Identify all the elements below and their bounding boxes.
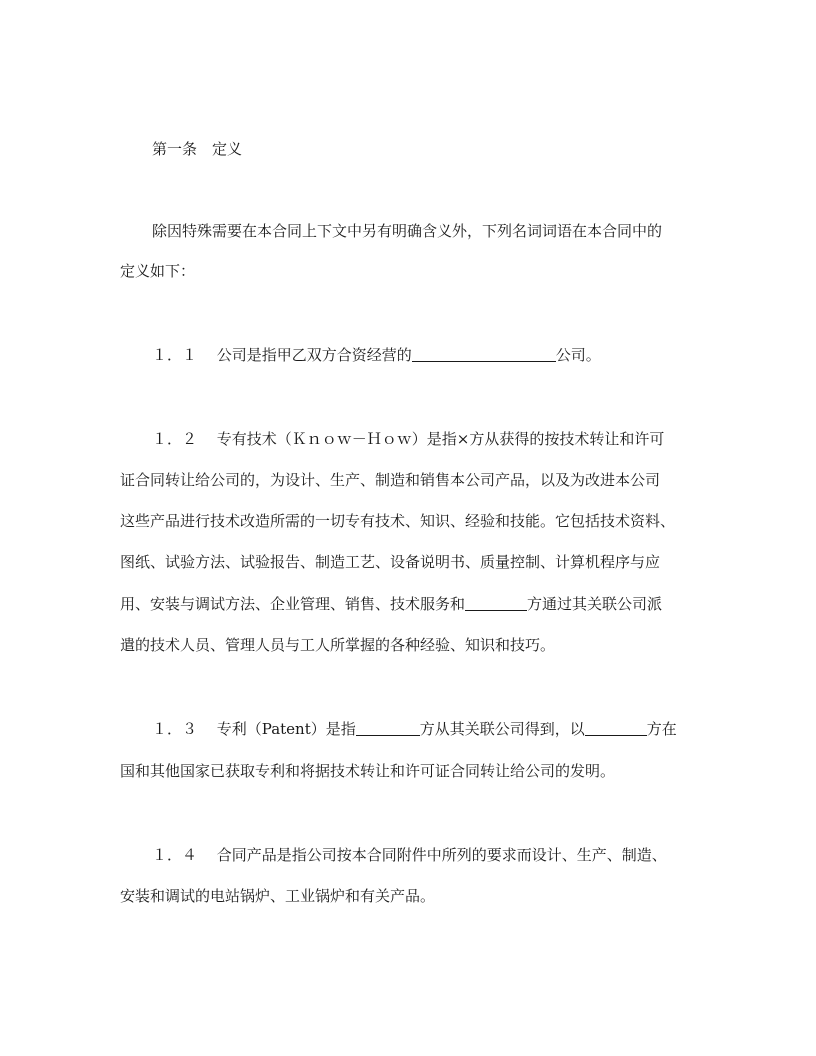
clause-1-2-line-5-text: 用、安装与调试方法、企业管理、销售、技术服务和 [120,595,466,613]
clause-1-3-text-b: 方从其关联公司得到，以 [419,720,585,738]
clause-1-2-line-3: 这些产品进行技术改造所需的一切专有技术、知识、经验和技能。它包括技术资料、 [120,512,676,530]
party-blank [465,596,527,611]
clause-1-1 [152,346,700,364]
clause-1-4-line-2: 安装和调试的电站锅炉、工业锅炉和有关产品。 [120,887,436,905]
clause-1-1-suffix: 公司。 [555,346,601,364]
clause-1-2-line-4: 图纸、试验方法、试验报告、制造工艺、设备说明书、质量控制、计算机程序与应 [120,553,661,571]
clause-1-2-line-6: 遣的技术人员、管理人员与工人所掌握的各种经验、知识和技巧。 [120,636,556,654]
intro-line-2: 定义如下： [120,262,196,280]
clause-1-2-line-5 [120,595,700,613]
clause-1-2-line-5-suffix: 方通过其关联公司派 [527,595,663,613]
party-blank-1 [356,721,420,736]
clause-1-1-text: １．１ 公司是指甲乙双方合资经营的 [152,346,412,364]
company-name-blank [412,347,556,362]
clause-1-2-line-2: 证合同转让给公司的，为设计、生产、制造和销售本公司产品，以及为改进本公司 [120,471,661,489]
clause-1-3-text-a: １．３ 专利（Patent）是指 [152,720,356,738]
intro-line-1: 除因特殊需要在本合同上下文中另有明确含义外，下列名词词语在本合同中的 [152,222,663,240]
clause-1-3-line-1 [152,720,700,738]
party-blank-2 [585,721,647,736]
clause-1-2-line-1: １．２ 专有技术（Ｋｎｏｗ－Ｈｏｗ）是指×方从获得的按技术转让和许可 [152,430,665,448]
clause-1-3-text-c: 方在 [646,720,677,738]
clause-1-3-line-2: 国和其他国家已获取专利和将据技术转让和许可证合同转让给公司的发明。 [120,762,616,780]
clause-1-4-line-1: １．４ 合同产品是指公司按本合同附件中所列的要求而设计、生产、制造、 [152,846,667,864]
article-heading: 第一条 定义 [152,140,243,158]
